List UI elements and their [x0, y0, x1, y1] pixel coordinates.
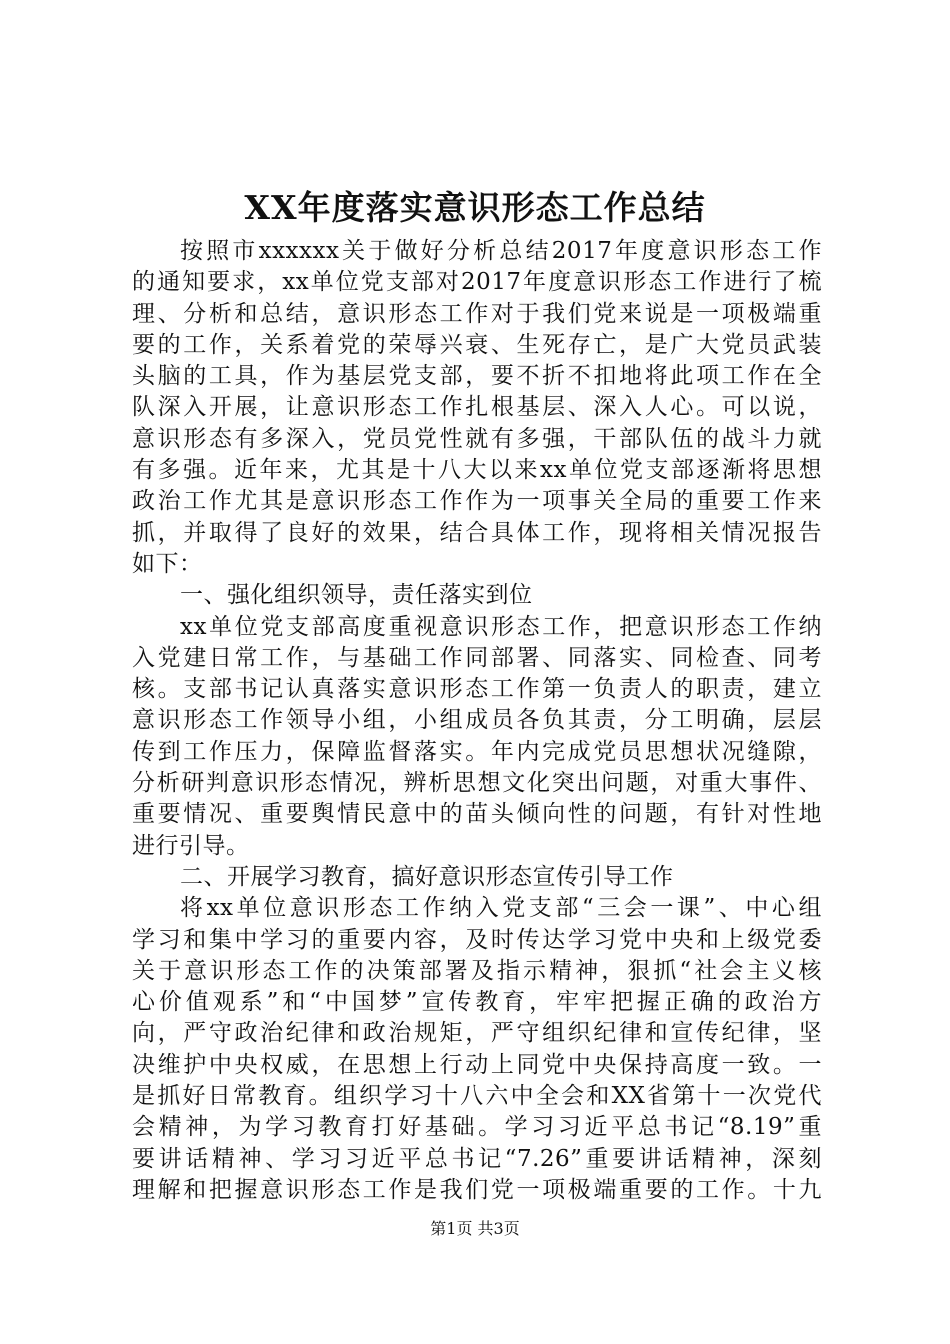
- text-line: 分析研判意识形态情况，辨析思想文化突出问题，对重大事件、: [132, 770, 822, 797]
- document-body: [132, 236, 822, 1206]
- text-line: 关于意识形态工作的决策部署及指示精神，狠抓“社会主义核: [132, 957, 822, 984]
- text-line: 如下：: [132, 550, 203, 577]
- text-line: 决维护中央权威，在思想上行动上同党中央保持高度一致。一: [132, 1051, 822, 1078]
- text-line: 会精神，为学习教育打好基础。学习习近平总书记“8.19”重: [132, 1114, 822, 1141]
- text-line: 重要情况、重要舆情民意中的苗头倾向性的问题，有针对性地: [132, 801, 822, 828]
- text-line: 头脑的工具，作为基层党支部，要不折不扣地将此项工作在全: [132, 363, 822, 390]
- text-line: 一、强化组织领导，责任落实到位: [180, 582, 533, 609]
- text-line: 向，严守政治纪律和政治规矩，严守组织纪律和宣传纪律，坚: [132, 1020, 822, 1047]
- text-line: xx单位党支部高度重视意识形态工作，把意识形态工作纳: [180, 613, 822, 640]
- text-line: 队深入开展，让意识形态工作扎根基层、深入人心。可以说，: [132, 394, 822, 421]
- text-line: 抓，并取得了良好的效果，结合具体工作，现将相关情况报告: [132, 519, 822, 546]
- text-line: 学习和集中学习的重要内容，及时传达学习党中央和上级党委: [132, 926, 822, 953]
- text-line: 心价值观系”和“中国梦”宣传教育，牢牢把握正确的政治方: [132, 989, 822, 1016]
- text-line: 理解和把握意识形态工作是我们党一项极端重要的工作。十九: [132, 1176, 822, 1203]
- text-line: 有多强。近年来，尤其是十八大以来xx单位党支部逐渐将思想: [132, 457, 822, 484]
- text-line: 进行引导。: [132, 832, 250, 859]
- text-line: 传到工作压力，保障监督落实。年内完成党员思想状况缝隙，: [132, 738, 822, 765]
- text-line: 政治工作尤其是意识形态工作作为一项事关全局的重要工作来: [132, 488, 822, 515]
- text-line: 的通知要求，xx单位党支部对2017年度意识形态工作进行了梳: [132, 269, 822, 296]
- document-title: XX年度落实意识形态工作总结: [244, 188, 706, 227]
- text-line: 将xx单位意识形态工作纳入党支部“三会一课”、中心组: [180, 895, 822, 922]
- text-line: 要讲话精神、学习习近平总书记“7.26”重要讲话精神，深刻: [132, 1145, 822, 1172]
- page-footer: 第1页 共3页: [430, 1219, 520, 1238]
- text-line: 意识形态有多深入，党员党性就有多强，干部队伍的战斗力就: [132, 425, 822, 452]
- text-line: 核。支部书记认真落实意识形态工作第一负责人的职责，建立: [132, 676, 822, 703]
- text-line: 要的工作，关系着党的荣辱兴衰、生死存亡，是广大党员武装: [132, 331, 822, 358]
- text-line: 二、开展学习教育，搞好意识形态宣传引导工作: [180, 863, 674, 890]
- text-line: 按照市xxxxxx关于做好分析总结2017年度意识形态工作: [180, 238, 822, 264]
- text-line: 是抓好日常教育。组织学习十八六中全会和XX省第十一次党代: [132, 1083, 822, 1110]
- text-line: 理、分析和总结，意识形态工作对于我们党来说是一项极端重: [132, 300, 822, 327]
- text-line: 意识形态工作领导小组，小组成员各负其责，分工明确，层层: [132, 707, 822, 734]
- text-line: 入党建日常工作，与基础工作同部署、同落实、同检查、同考: [132, 644, 822, 671]
